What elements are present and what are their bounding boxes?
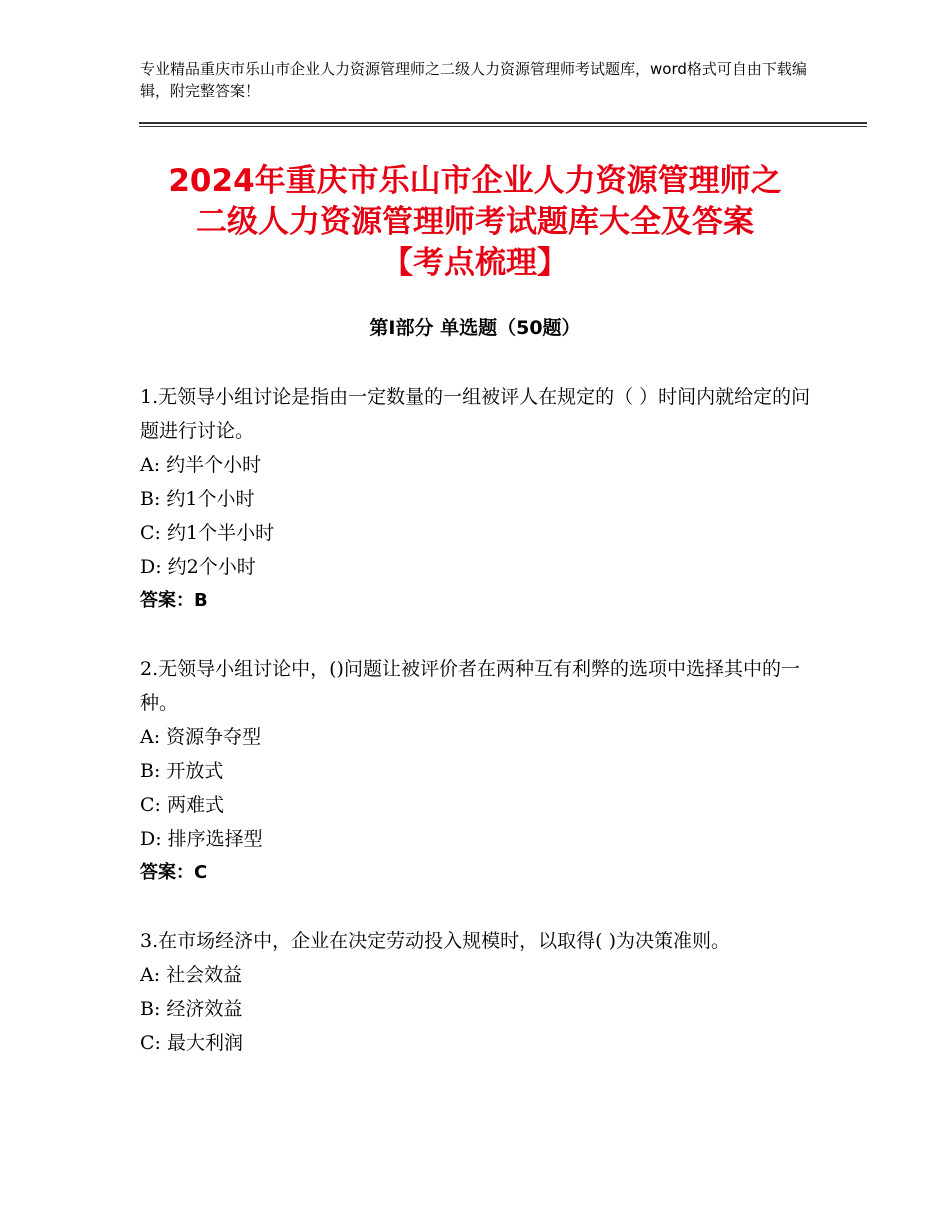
option-c: C: 两难式	[140, 794, 224, 816]
option-c: C: 约1个半小时	[140, 522, 275, 544]
title-line-1: 2024年重庆市乐山市企业人力资源管理师之	[168, 163, 782, 199]
option-b: B: 开放式	[140, 760, 224, 782]
answer: 答案：B	[140, 590, 208, 611]
option-a: A: 资源争夺型	[140, 726, 262, 748]
question-list	[140, 380, 820, 1094]
title-line-3: 【考点梳理】	[382, 245, 568, 281]
title-line-2: 二级人力资源管理师考试题库大全及答案	[196, 204, 754, 240]
option-a: A: 社会效益	[140, 964, 243, 986]
document-title	[100, 161, 850, 284]
question-stem: 1.无领导小组讨论是指由一定数量的一组被评人在规定的（ ）时间内就给定的问题进行讨论。	[140, 386, 811, 442]
answer: 答案：C	[140, 862, 208, 883]
option-a: A: 约半个小时	[140, 454, 262, 476]
question-1	[140, 380, 820, 618]
header-divider	[139, 122, 867, 127]
header-note: 专业精品重庆市乐山市企业人力资源管理师之二级人力资源管理师考试题库，word格式可自由下载编辑，附完整答案！	[140, 60, 807, 100]
option-b: B: 约1个小时	[140, 488, 255, 510]
option-c: C: 最大利润	[140, 1032, 243, 1054]
question-3	[140, 924, 820, 1060]
question-stem: 2.无领导小组讨论中，()问题让被评价者在两种互有利弊的选项中选择其中的一种。	[140, 658, 800, 714]
option-d: D: 约2个小时	[140, 556, 256, 578]
section-title: 第Ⅰ部分 单选题（50题）	[369, 317, 581, 339]
question-stem: 3.在市场经济中，企业在决定劳动投入规模时，以取得( )为决策准则。	[140, 930, 730, 952]
option-b: B: 经济效益	[140, 998, 243, 1020]
question-2	[140, 652, 820, 890]
option-d: D: 排序选择型	[140, 828, 263, 850]
